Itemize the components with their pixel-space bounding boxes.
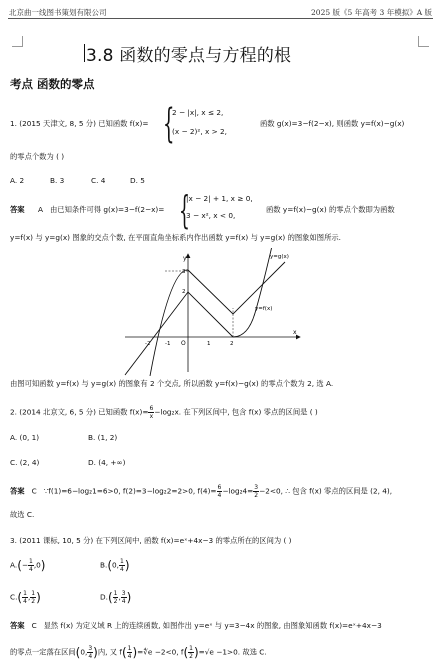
- q1-answer-case1: |x − 2| + 1, x ≥ 0,: [186, 194, 253, 203]
- curve-f-linear: [125, 292, 233, 375]
- tick-x-2: 2: [230, 341, 234, 347]
- q1-brace: {: [163, 101, 175, 147]
- q1-option-b: B. 3: [50, 176, 65, 185]
- tick-x-1: 1: [207, 341, 211, 347]
- q1-answer-letter: A: [38, 205, 43, 214]
- tick-y-3: 3: [182, 269, 186, 275]
- y-axis-label: y: [183, 255, 187, 262]
- q3-lead: 3. (2011 课标, 10, 5 分) 在下列区间中, 函数 f(x)=eˣ+4x−3 的零点所在的区间为 ( ): [10, 536, 292, 545]
- q1-answer-lead: 由已知条件可得 g(x)=3−f(2−x)=: [50, 205, 165, 214]
- q2-option-b: B. (1, 2): [88, 433, 118, 442]
- q3-answer-line2: 的零点一定落在区间(0, $\frac{3}{4}$ )内, 又 f( $\frac{1}{4}$ )=∜e −2<0, f( $\frac{1}{2}$ )=√e −1>0. 故选 C.: [10, 645, 267, 660]
- label-g: y=g(x): [270, 254, 289, 260]
- q1-tail: 函数 g(x)=3−f(2−x), 则函数 y=f(x)−g(x): [260, 119, 405, 128]
- q1-case2: (x − 2)², x > 2,: [172, 127, 228, 136]
- label-f: y=f(x): [255, 306, 273, 312]
- header-book-title: 2025 版《5 年高考 3 年模拟》A 版: [311, 8, 432, 17]
- q3-option-b: B.(0, $\frac{1}{4}$ ): [100, 558, 130, 573]
- tick-y-2: 2: [182, 289, 186, 295]
- q1-option-a: A. 2: [10, 176, 25, 185]
- q1-answer-tail: 函数 y=f(x)−g(x) 的零点个数即为函数: [266, 205, 395, 214]
- q1-lead: 1. (2015 天津文, 8, 5 分) 已知函数 f(x)=: [10, 119, 149, 128]
- q2-option-c: C. (2, 4): [10, 458, 40, 467]
- q1-option-d: D. 5: [130, 176, 145, 185]
- page-title: 3.8 函数的零点与方程的根: [86, 46, 292, 66]
- q2-option-d: D. (4, +∞): [88, 458, 126, 467]
- q3-option-a: A.(− $\frac{1}{4}$ ,0): [10, 558, 46, 573]
- q2-answer: 答案 C ∵f(1)=6−log₂1=6>0, f(2)=3−log₂2=2>0, f(4)= $\frac{6}{4}$ −log₂4= $\frac{3}{2}$ −2<0, ∴ 包含 f(x) 零点的区间是 (2, 4),: [10, 484, 393, 499]
- q2-lead: 2. (2014 北京文, 6, 5 分) 已知函数 f(x)= $\frac{6}{x}$ −log₂x. 在下列区间中, 包含 f(x) 零点的区间是 ( ): [10, 405, 318, 420]
- section-heading: 考点 函数的零点: [10, 77, 95, 91]
- q3-answer: 答案 C 显然 f(x) 为定义域 R 上的连续函数, 如图作出 y=eˣ 与 y=3−4x 的图象, 由图象知函数 f(x)=eˣ+4x−3: [10, 621, 382, 630]
- q1-conclusion: 由图可知函数 y=f(x) 与 y=g(x) 的图象有 2 个交点, 所以函数 y=f(x)−g(x) 的零点个数为 2, 选 A.: [10, 379, 334, 388]
- tick-x-neg2: -2: [145, 341, 151, 347]
- q2-fraction: $\frac{6}{x}$: [149, 405, 154, 420]
- q1-case1: 2 − |x|, x ≤ 2,: [172, 108, 224, 117]
- crop-mark: [418, 36, 429, 47]
- q1-answer-line2: y=f(x) 与 y=g(x) 图象的交点个数, 在平面直角坐标系内作出函数 y=f(x) 与 y=g(x) 的图象如图所示.: [10, 233, 341, 242]
- q1-answer-brace: {: [179, 188, 190, 232]
- function-graph: [120, 248, 305, 376]
- tick-x-neg1: -1: [165, 341, 171, 347]
- crop-mark: [12, 36, 23, 47]
- q1-option-c: C. 4: [91, 176, 106, 185]
- curve-f-parabola: [233, 248, 272, 337]
- header-publisher: 北京曲一线图书策划有限公司: [9, 8, 107, 17]
- q3-option-d: D.( $\frac{1}{2}$ , $\frac{3}{4}$ ): [100, 590, 132, 605]
- q1-answer-label: 答案: [10, 205, 25, 214]
- q1-line2: 的零点个数为 ( ): [10, 152, 65, 161]
- curve-g-parabola: [150, 270, 188, 376]
- q2-option-a: A. (0, 1): [10, 433, 40, 442]
- q2-answer-line2: 故选 C.: [10, 510, 35, 519]
- q3-option-c: C.( $\frac{1}{4}$ , $\frac{1}{2}$ ): [10, 590, 41, 605]
- text-cursor: [84, 44, 85, 62]
- q1-answer-case2: 3 − x², x < 0,: [186, 211, 236, 220]
- origin-label: O: [181, 340, 186, 347]
- header-rule: [8, 18, 433, 19]
- x-axis-label: x: [293, 329, 297, 336]
